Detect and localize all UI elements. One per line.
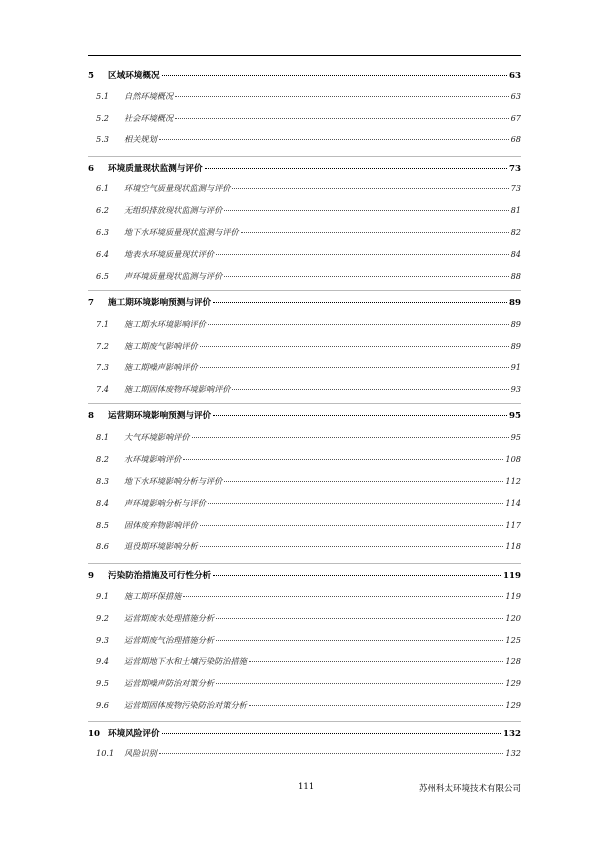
toc-chapter-entry[interactable] — [88, 409, 521, 423]
toc-entry-number: 5.2 — [96, 113, 110, 123]
toc-entry-number: 8.1 — [96, 432, 110, 442]
dot-leader — [241, 232, 509, 233]
toc-entry-page: 125 — [505, 635, 521, 645]
toc-section-entry[interactable] — [88, 498, 521, 512]
toc-section-entry[interactable] — [88, 227, 521, 241]
chapter-separator — [88, 721, 521, 722]
toc-entry-number: 9.3 — [96, 635, 110, 645]
toc-chapter-entry[interactable] — [88, 569, 521, 583]
footer-page-number: 111 — [298, 782, 315, 792]
toc-entry-page: 88 — [510, 271, 521, 281]
dot-leader — [159, 139, 509, 140]
toc-entry-title: 施工期水环境影响评价 — [124, 319, 206, 329]
toc-entry-page: 89 — [509, 298, 521, 308]
toc-entry-page: 119 — [505, 591, 521, 601]
toc-entry-number: 7.3 — [96, 362, 110, 372]
toc-section-entry[interactable] — [88, 249, 521, 263]
toc-section-entry[interactable] — [88, 183, 521, 197]
toc-entry-title: 声环境影响分析与评价 — [124, 498, 206, 508]
toc-entry-number: 9.4 — [96, 656, 110, 666]
toc-entry-title: 施工期废气影响评价 — [124, 341, 198, 351]
dot-leader — [224, 481, 503, 482]
toc-entry-page: 108 — [505, 454, 521, 464]
toc-entry-number: 9.6 — [96, 700, 110, 710]
toc-entry-title: 施工期环保措施 — [124, 591, 182, 601]
page-footer — [88, 782, 521, 796]
toc-entry-number: 9.2 — [96, 613, 110, 623]
toc-entry-page: 117 — [505, 520, 521, 530]
toc-entry-title: 无组织排放现状监测与评价 — [124, 205, 223, 215]
toc-entry-page: 67 — [510, 113, 521, 123]
toc-entry-title: 环境空气质量现状监测与评价 — [124, 183, 231, 193]
dot-leader — [213, 575, 501, 576]
toc-entry-title: 环境风险评价 — [108, 729, 160, 739]
toc-section-entry[interactable] — [88, 700, 521, 714]
toc-entry-number: 5 — [88, 71, 94, 81]
toc-entry-number: 8.4 — [96, 498, 110, 508]
toc-entry-page: 95 — [510, 432, 521, 442]
toc-entry-title: 运营期固体废物污染防治对策分析 — [124, 700, 247, 710]
chapter-separator — [88, 563, 521, 564]
toc-entry-title: 环境质量现状监测与评价 — [108, 164, 203, 174]
toc-entry-number: 6 — [88, 164, 94, 174]
dot-leader — [183, 596, 503, 597]
dot-leader — [213, 415, 507, 416]
dot-leader — [192, 437, 509, 438]
dot-leader — [216, 254, 509, 255]
dot-leader — [159, 753, 504, 754]
toc-section-entry[interactable] — [88, 678, 521, 692]
dot-leader — [232, 389, 508, 390]
toc-entry-page: 112 — [505, 476, 521, 486]
dot-leader — [208, 324, 509, 325]
toc-entry-title: 运营期噪声防治对策分析 — [124, 678, 215, 688]
toc-entry-number: 7.4 — [96, 384, 110, 394]
toc-section-entry[interactable] — [88, 591, 521, 605]
toc-entry-page: 114 — [505, 498, 521, 508]
toc-entry-title: 运营期废水处理措施分析 — [124, 613, 215, 623]
toc-entry-number: 7.2 — [96, 341, 110, 351]
dot-leader — [175, 118, 508, 119]
toc-entry-title: 社会环境概况 — [124, 113, 174, 123]
dot-leader — [208, 503, 503, 504]
toc-entry-page: 73 — [510, 183, 521, 193]
toc-entry-number: 8.6 — [96, 541, 110, 551]
dot-leader — [162, 733, 501, 734]
toc-entry-number: 5.1 — [96, 91, 110, 101]
toc-section-entry[interactable] — [88, 134, 521, 148]
dot-leader — [216, 640, 503, 641]
toc-entry-title: 风险识别 — [124, 748, 157, 758]
dot-leader — [205, 168, 507, 169]
toc-section-entry[interactable] — [88, 362, 521, 376]
toc-entry-number: 10 — [88, 729, 100, 739]
toc-section-entry[interactable] — [88, 476, 521, 490]
toc-section-entry[interactable] — [88, 656, 521, 670]
toc-entry-page: 93 — [510, 384, 521, 394]
toc-entry-number: 6.4 — [96, 249, 110, 259]
toc-entry-title: 运营期地下水和土壤污染防治措施 — [124, 656, 247, 666]
toc-entry-page: 95 — [509, 411, 521, 421]
dot-leader — [200, 367, 509, 368]
toc-entry-page: 82 — [510, 227, 521, 237]
toc-section-entry[interactable] — [88, 113, 521, 127]
toc-entry-page: 129 — [505, 678, 521, 688]
toc-entry-number: 6.3 — [96, 227, 110, 237]
toc-section-entry[interactable] — [88, 205, 521, 219]
toc-entry-title: 地下水环境质量现状监测与评价 — [124, 227, 239, 237]
dot-leader — [183, 459, 503, 460]
toc-entry-number: 8.3 — [96, 476, 110, 486]
toc-entry-title: 地下水环境影响分析与评价 — [124, 476, 223, 486]
toc-section-entry[interactable] — [88, 613, 521, 627]
toc-entry-number: 6.1 — [96, 183, 110, 193]
toc-section-entry[interactable] — [88, 541, 521, 555]
toc-section-entry[interactable] — [88, 454, 521, 468]
toc-entry-number: 9.5 — [96, 678, 110, 688]
toc-chapter-entry[interactable] — [88, 162, 521, 176]
toc-entry-page: 68 — [510, 134, 521, 144]
toc-entry-title: 污染防治措施及可行性分析 — [108, 571, 212, 581]
toc-entry-number: 5.3 — [96, 134, 110, 144]
toc-entry-title: 施工期固体废物环境影响评价 — [124, 384, 231, 394]
chapter-separator — [88, 290, 521, 291]
toc-chapter-entry[interactable] — [88, 727, 521, 741]
toc-entry-page: 73 — [509, 164, 521, 174]
toc-entry-title: 自然环境概况 — [124, 91, 174, 101]
dot-leader — [200, 546, 504, 547]
toc-entry-page: 129 — [505, 700, 521, 710]
toc-entry-title: 运营期废气治理措施分析 — [124, 635, 215, 645]
toc-section-entry[interactable] — [88, 520, 521, 534]
toc-section-entry[interactable] — [88, 271, 521, 285]
toc-section-entry[interactable] — [88, 91, 521, 105]
dot-leader — [216, 618, 503, 619]
chapter-separator — [88, 403, 521, 404]
toc-entry-number: 9 — [88, 571, 94, 581]
toc-section-entry[interactable] — [88, 319, 521, 333]
toc-section-entry[interactable] — [88, 635, 521, 649]
toc-entry-number: 10.1 — [96, 748, 115, 758]
toc-entry-title: 大气环境影响评价 — [124, 432, 190, 442]
dot-leader — [224, 210, 508, 211]
toc-entry-title: 退役期环境影响分析 — [124, 541, 198, 551]
toc-chapter-entry[interactable] — [88, 69, 521, 83]
toc-entry-page: 89 — [510, 341, 521, 351]
toc-entry-title: 运营期环境影响预测与评价 — [108, 411, 212, 421]
header-rule — [88, 55, 521, 56]
toc-section-entry[interactable] — [88, 341, 521, 355]
footer-company-name: 苏州科太环境技术有限公司 — [418, 784, 521, 794]
toc-entry-number: 6.2 — [96, 205, 110, 215]
toc-entry-number: 7 — [88, 298, 94, 308]
dot-leader — [249, 661, 504, 662]
toc-entry-number: 8.5 — [96, 520, 110, 530]
dot-leader — [249, 705, 504, 706]
toc-entry-page: 81 — [510, 205, 521, 215]
toc-section-entry[interactable] — [88, 748, 521, 762]
toc-section-entry[interactable] — [88, 432, 521, 446]
toc-entry-page: 120 — [505, 613, 521, 623]
dot-leader — [216, 683, 503, 684]
toc-entry-title: 水环境影响评价 — [124, 454, 182, 464]
dot-leader — [200, 346, 509, 347]
toc-entry-page: 63 — [509, 71, 521, 81]
toc-entry-number: 8.2 — [96, 454, 110, 464]
dot-leader — [162, 75, 507, 76]
toc-entry-page: 91 — [510, 362, 521, 372]
toc-entry-page: 132 — [503, 729, 521, 739]
toc-entry-title: 区域环境概况 — [108, 71, 160, 81]
toc-entry-number: 7.1 — [96, 319, 110, 329]
toc-entry-number: 8 — [88, 411, 94, 421]
toc-entry-page: 63 — [510, 91, 521, 101]
toc-entry-title: 固体废弃物影响评价 — [124, 520, 198, 530]
toc-entry-title: 相关规划 — [124, 134, 157, 144]
dot-leader — [213, 302, 507, 303]
toc-entry-page: 84 — [510, 249, 521, 259]
toc-section-entry[interactable] — [88, 384, 521, 398]
dot-leader — [232, 188, 508, 189]
toc-entry-title: 声环境质量现状监测与评价 — [124, 271, 223, 281]
toc-entry-number: 6.5 — [96, 271, 110, 281]
toc-entry-page: 89 — [510, 319, 521, 329]
toc-entry-page: 118 — [505, 541, 521, 551]
toc-entry-title: 施工期噪声影响评价 — [124, 362, 198, 372]
toc-entry-page: 128 — [505, 656, 521, 666]
chapter-separator — [88, 156, 521, 157]
toc-entry-title: 地表水环境质量现状评价 — [124, 249, 215, 259]
toc-entry-number: 9.1 — [96, 591, 110, 601]
toc-entry-title: 施工期环境影响预测与评价 — [108, 298, 212, 308]
dot-leader — [175, 96, 508, 97]
dot-leader — [224, 276, 508, 277]
dot-leader — [200, 525, 504, 526]
toc-chapter-entry[interactable] — [88, 296, 521, 310]
toc-entry-page: 132 — [505, 748, 521, 758]
toc-entry-page: 119 — [503, 571, 521, 581]
